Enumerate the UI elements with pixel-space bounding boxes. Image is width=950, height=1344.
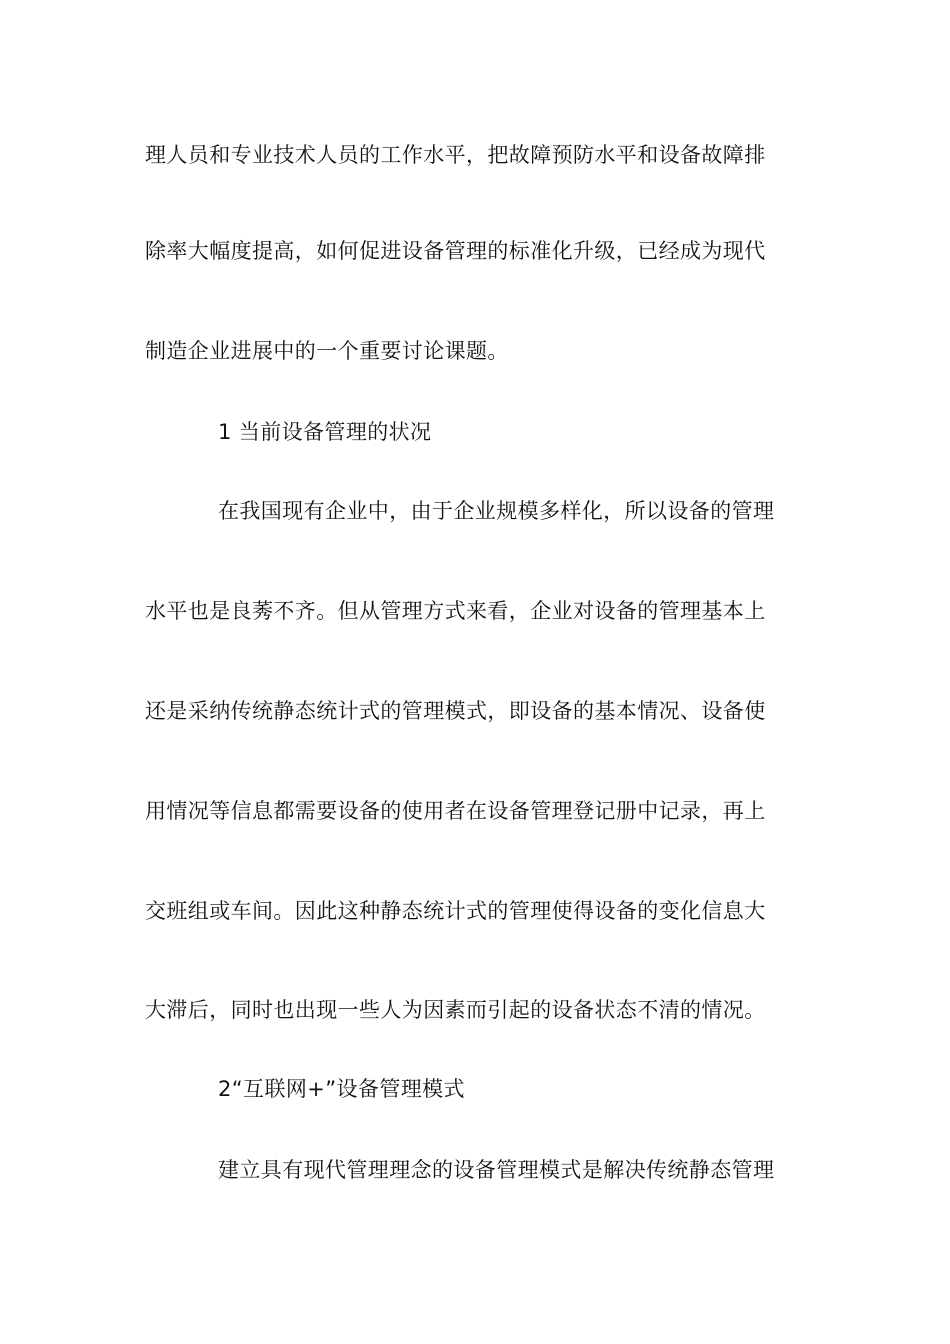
section-heading: 2“互联网+”设备管理模式 <box>218 1077 465 1101</box>
paragraph-line: 用情况等信息都需要设备的使用者在设备管理登记册中记录，再上 <box>145 799 766 823</box>
paragraph-line: 在我国现有企业中，由于企业规模多样化，所以设备的管理 <box>218 499 775 523</box>
paragraph-line: 建立具有现代管理理念的设备管理模式是解决传统静态管理 <box>218 1158 775 1182</box>
paragraph-line: 交班组或车间。因此这种静态统计式的管理使得设备的变化信息大 <box>145 899 766 923</box>
paragraph-line: 大滞后，同时也出现一些人为因素而引起的设备状态不清的情况。 <box>145 998 766 1022</box>
paragraph-line: 理人员和专业技术人员的工作水平，把故障预防水平和设备故障排 <box>145 143 766 167</box>
paragraph-line: 水平也是良莠不齐。但从管理方式来看，企业对设备的管理基本上 <box>145 599 766 623</box>
paragraph-line: 制造企业进展中的一个重要讨论课题。 <box>145 339 509 363</box>
paragraph-line: 还是采纳传统静态统计式的管理模式，即设备的基本情况、设备使 <box>145 699 766 723</box>
section-heading: 1 当前设备管理的状况 <box>218 420 432 444</box>
paragraph-line: 除率大幅度提高，如何促进设备管理的标准化升级，已经成为现代 <box>145 239 766 263</box>
